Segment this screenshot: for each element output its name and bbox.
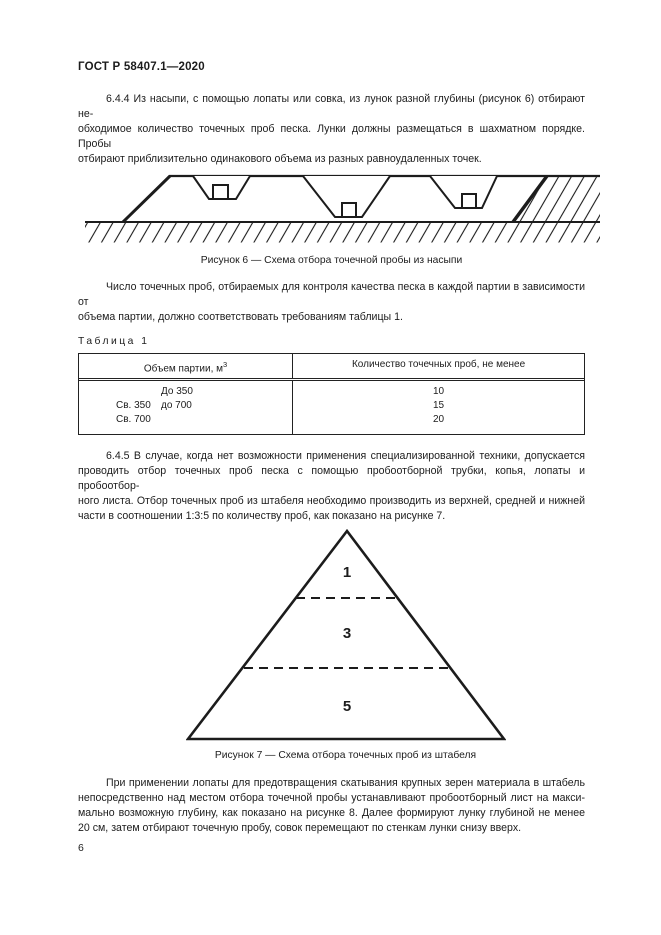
zone-label-top: 1 bbox=[342, 564, 352, 582]
paragraph-line: 6.4.4 Из насыпи, с помощью лопаты или совка, из лунок разной глубины (рисунок 6) отбирают не- bbox=[78, 93, 585, 120]
paragraph-line: обходимое количество точечных проб песка. Лунки должны размещаться в шахматном порядке. Пробы bbox=[78, 123, 585, 150]
document-header: ГОСТ Р 58407.1—2020 bbox=[78, 61, 205, 73]
table-row bbox=[79, 413, 292, 427]
paragraph-line: проводить отбор точечных проб песка с помощью пробоотборной трубки, копья, лопаты и пробоотбор- bbox=[78, 465, 585, 493]
paragraph-line: При применении лопаты для предотвращения скатывания крупных зерен материала в штабель bbox=[106, 777, 585, 790]
zone-label-middle: 3 bbox=[342, 625, 352, 643]
table-cell-count: 15 bbox=[432, 400, 445, 412]
table-cell-count: 20 bbox=[432, 414, 445, 426]
paragraph-line: ного листа. Отбор точечных проб из штабеля необходимо производить из верхней, средней и нижней bbox=[78, 495, 585, 508]
table-row bbox=[79, 385, 292, 399]
table1-header-count: Количество точечных проб, не менее bbox=[351, 359, 526, 370]
paragraph-645 bbox=[78, 449, 585, 524]
paragraph-line: отбирают приблизительно одинакового объема из разных равноудаленных точек. bbox=[78, 153, 482, 165]
volume-header-superscript: 3 bbox=[223, 360, 228, 369]
sample-box-3 bbox=[462, 194, 476, 208]
paragraph-line: объема партии, должно соответствовать требованиям таблицы 1. bbox=[78, 311, 403, 323]
paragraph-final bbox=[78, 776, 585, 836]
volume-to: до 700 bbox=[161, 400, 192, 412]
paragraph-table-intro bbox=[78, 280, 585, 325]
figure6-caption: Рисунок 6 — Схема отбора точечной пробы из насыпи bbox=[200, 255, 463, 266]
left-slope-line bbox=[123, 176, 170, 222]
table-cell-count: 10 bbox=[432, 386, 445, 398]
table1-header-row bbox=[79, 354, 584, 381]
sample-box-1 bbox=[213, 185, 228, 199]
stockpile-sampling-diagram bbox=[186, 529, 506, 741]
table-row bbox=[79, 399, 292, 413]
volume-from: Св. 700 bbox=[116, 414, 151, 426]
table1-count-column bbox=[293, 381, 584, 434]
sample-box-2 bbox=[342, 203, 356, 217]
table1-label: Таблица 1 bbox=[78, 336, 150, 347]
paragraph-line: 6.4.5 В случае, когда нет возможности применения специализированной техники, допускается bbox=[106, 450, 585, 463]
embankment-sampling-diagram bbox=[85, 172, 600, 244]
zone-label-bottom: 5 bbox=[342, 698, 352, 716]
figure7-caption: Рисунок 7 — Схема отбора точечных проб из штабеля bbox=[214, 750, 477, 762]
table1-header-volume bbox=[79, 354, 293, 378]
paragraph-line: 20 см, затем отбирают точечную пробу, совок перемещают по стенкам лунки снизу вверх. bbox=[78, 822, 522, 835]
paragraph-line: Число точечных проб, отбираемых для контроля качества песка в каждой партии в зависимости от bbox=[78, 281, 585, 308]
table1-body bbox=[79, 381, 584, 434]
page-number: 6 bbox=[78, 842, 84, 854]
figure7-diagram bbox=[186, 529, 506, 741]
ground-hatching bbox=[85, 223, 600, 243]
right-slope-hatching bbox=[515, 176, 600, 222]
paragraph-line: мально возможную глубину, как показано на рисунке 8. Далее формируют лунку глубиной не менее bbox=[78, 807, 585, 820]
volume-header-text: Объем партии, м bbox=[143, 363, 224, 375]
table1 bbox=[78, 353, 585, 435]
figure6-diagram bbox=[85, 172, 600, 244]
paragraph-line: непосредственно над местом отбора точечной пробы устанавливают пробоотборный лист на макси- bbox=[78, 792, 585, 805]
table1-volume-column bbox=[79, 381, 293, 434]
volume-to: До 350 bbox=[161, 386, 193, 398]
paragraph-line: части в соотношении 1:3:5 по количеству проб, как показано на рисунке 7. bbox=[78, 510, 446, 523]
paragraph-644 bbox=[78, 92, 585, 167]
volume-from: Св. 350 bbox=[116, 400, 151, 412]
